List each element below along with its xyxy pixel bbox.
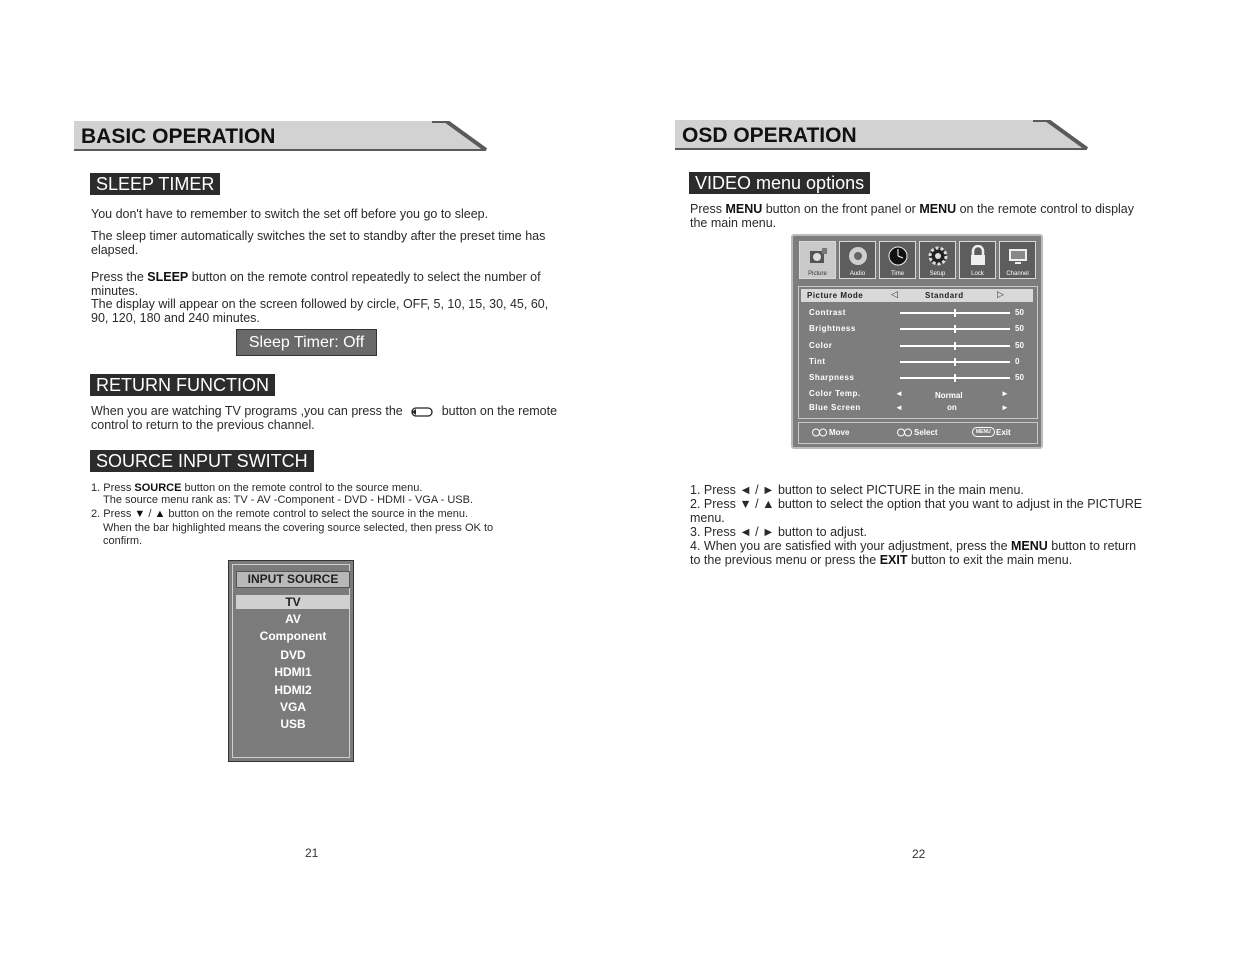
color-temp-label: Color Temp. [809, 389, 861, 398]
osd-tab-setup[interactable]: Setup [919, 241, 956, 279]
tv-icon [1007, 245, 1029, 269]
sleep-paragraph-1: You don't have to remember to switch the set off before you go to sleep. [91, 207, 489, 221]
return-paragraph [91, 404, 561, 432]
blue-screen-value: on [947, 403, 957, 412]
contrast-value: 50 [1015, 308, 1024, 317]
osd-step-1: 1. Press ◄ / ► button to select PICTURE in the main menu. [690, 483, 1024, 497]
osd-picture-menu [791, 234, 1043, 449]
sleep-paragraph-3 [91, 270, 553, 298]
osd-tab-picture[interactable]: Picture [799, 241, 836, 279]
input-source-frame [232, 564, 350, 758]
source-step-2-detail: When the bar highlighted means the covering source selected, then press OK to confirm. [103, 522, 494, 547]
source-step-2 [91, 508, 531, 521]
move-arrows-icon [812, 428, 828, 437]
up-arrow-icon: ▲ [154, 508, 166, 520]
speaker-icon [847, 245, 869, 269]
source-step1-a: 1. Press [91, 482, 135, 494]
step4-text-a: 4. When you are satisfied with your adjustment, press the [690, 539, 1011, 553]
return-function-heading: RETURN FUNCTION [90, 374, 275, 396]
video-menu-paragraph [690, 202, 1150, 230]
sharpness-slider[interactable] [900, 377, 1010, 379]
brightness-label: Brightness [809, 324, 856, 333]
picture-mode-row[interactable] [801, 289, 1033, 302]
source-input-heading: SOURCE INPUT SWITCH [90, 450, 314, 472]
clock-icon [887, 245, 909, 269]
source-item-dvd[interactable]: DVD [280, 648, 306, 662]
color-slider[interactable] [900, 345, 1010, 347]
osd-footer [798, 422, 1038, 444]
source-step2-e: button on the remote control to select the source in the menu. [165, 508, 469, 520]
osd-step-3: 3. Press ◄ / ► button to adjust. [690, 525, 867, 539]
tint-label: Tint [809, 357, 826, 366]
right-arrow-icon[interactable]: ▷ [997, 289, 1004, 299]
brightness-slider[interactable] [900, 328, 1010, 330]
source-step1-c: button on the remote control to the source menu. [181, 482, 423, 494]
osd-tab-time[interactable]: Time [879, 241, 916, 279]
source-key: SOURCE [134, 482, 182, 494]
video-text-c: button on the front panel or [762, 202, 920, 216]
menu-key: MENU [919, 202, 957, 216]
osd-tab-lock[interactable]: Lock [959, 241, 996, 279]
left-arrow-icon[interactable]: ◄ [895, 389, 903, 398]
slider-knob[interactable] [954, 358, 956, 366]
step4-text-c: button to return to the previous menu or press the [690, 539, 1137, 567]
source-item-usb[interactable]: USB [280, 717, 306, 731]
osd-settings-panel [798, 286, 1038, 419]
picture-mode-value: Standard [925, 291, 964, 300]
source-item-component[interactable]: Component [259, 629, 327, 643]
osd-step-4 [690, 539, 1145, 567]
page-number-right: 22 [912, 847, 926, 861]
brightness-value: 50 [1015, 324, 1024, 333]
color-value: 50 [1015, 341, 1024, 350]
footer-exit-label: Exit [996, 428, 1011, 437]
step4-text-e: button to exit the main menu. [907, 553, 1073, 567]
sleep-paragraph-4: The display will appear on the screen followed by circle, OFF, 5, 10, 15, 30, 45, 60, 90, 120, 180 and 240 minutes. [91, 297, 549, 325]
camera-icon [807, 245, 829, 269]
return-text-b: button on the remote control to return to the previous channel. [91, 404, 558, 432]
input-source-menu [228, 560, 354, 762]
tint-slider[interactable] [900, 361, 1010, 363]
sleep-key: SLEEP [147, 270, 189, 284]
footer-move-label: Move [829, 428, 850, 437]
menu-key: MENU [1011, 539, 1048, 553]
slider-knob[interactable] [954, 309, 956, 317]
source-step2-a: 2. Press [91, 508, 135, 520]
picture-mode-label: Picture Mode [807, 291, 864, 300]
menu-key: MENU [725, 202, 763, 216]
tint-value: 0 [1015, 357, 1020, 366]
sleep-timer-display: Sleep Timer: Off [236, 329, 377, 356]
right-arrow-icon[interactable]: ► [1001, 389, 1009, 398]
source-step-1-detail: The source menu rank as: TV - AV -Component - DVD - HDMI - VGA - USB. [103, 494, 474, 506]
left-arrow-icon[interactable]: ◁ [891, 289, 898, 299]
video-menu-heading: VIDEO menu options [689, 172, 870, 194]
slider-knob[interactable] [954, 342, 956, 350]
lock-icon [967, 245, 989, 269]
select-arrows-icon [897, 428, 913, 437]
page-number-left: 21 [305, 846, 319, 860]
color-temp-value: Normal [935, 391, 963, 400]
osd-step-2: 2. Press ▼ / ▲ button to select the option that you want to adjust in the PICTURE menu. [690, 497, 1143, 525]
down-arrow-icon: ▼ [134, 508, 146, 520]
sleep-p3-text-a: Press the [91, 270, 148, 284]
color-label: Color [809, 341, 833, 350]
exit-key: EXIT [879, 553, 908, 567]
left-arrow-icon[interactable]: ◄ [895, 403, 903, 412]
sleep-paragraph-2: The sleep timer automatically switches the set to standby after the preset time has elapsed. [91, 229, 546, 257]
slider-knob[interactable] [954, 374, 956, 382]
source-item-tv[interactable]: TV [236, 595, 350, 609]
gear-icon [927, 245, 949, 269]
video-text-a: Press [690, 202, 726, 216]
banner-wedge [430, 121, 490, 151]
source-item-hdmi2[interactable]: HDMI2 [274, 683, 312, 697]
source-item-vga[interactable]: VGA [279, 700, 306, 714]
input-source-title: INPUT SOURCE [236, 571, 350, 588]
osd-tab-audio[interactable]: Audio [839, 241, 876, 279]
right-arrow-icon[interactable]: ► [1001, 403, 1009, 412]
osd-operation-banner [675, 120, 1087, 150]
osd-tab-channel[interactable]: Channel [999, 241, 1036, 279]
return-icon [410, 406, 434, 418]
contrast-label: Contrast [809, 308, 846, 317]
return-text-a: When you are watching TV programs ,you can press the [91, 404, 403, 418]
contrast-slider[interactable] [900, 312, 1010, 314]
blue-screen-label: Blue Screen [809, 403, 861, 412]
banner-title: BASIC OPERATION [81, 125, 276, 148]
sleep-p3-text-c: button on the remote control repeatedly to select the number of minutes. [91, 270, 541, 298]
sleep-timer-heading: SLEEP TIMER [90, 173, 220, 195]
basic-operation-banner [74, 121, 486, 151]
video-text-e: on the remote control to display the main menu. [690, 202, 1134, 230]
source-item-av[interactable]: AV [285, 612, 301, 626]
banner-wedge [1031, 120, 1091, 150]
sharpness-value: 50 [1015, 373, 1024, 382]
menu-key-icon: MENU [972, 427, 995, 437]
sharpness-label: Sharpness [809, 373, 855, 382]
source-item-hdmi1[interactable]: HDMI1 [274, 665, 312, 679]
banner-title: OSD OPERATION [682, 124, 857, 147]
footer-select-label: Select [914, 428, 938, 437]
source-step2-c: / [145, 508, 155, 520]
slider-knob[interactable] [954, 325, 956, 333]
